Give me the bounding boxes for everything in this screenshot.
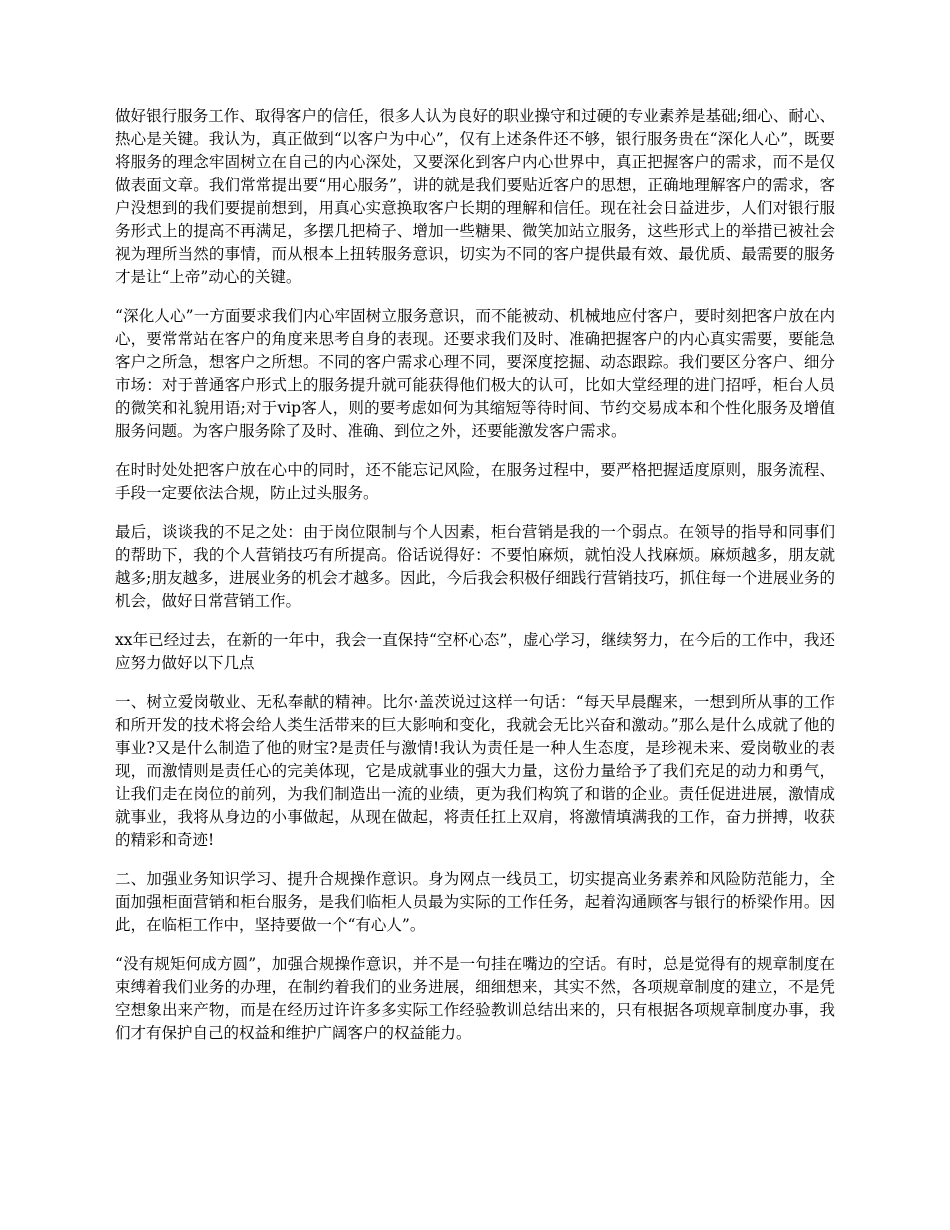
paragraph-7: 二、加强业务知识学习、提升合规操作意识。身为网点一线员工，切实提高业务素养和风险防范能力，全面加强柜面营销和柜台服务，是我们临柜人员最为实际的工作任务，起着沟通顾客与银行的桥梁作用。因此，在临柜工作中，坚持要做一个“有心人”。	[115, 870, 835, 934]
paragraph-1: 做好银行服务工作、取得客户的信任，很多人认为良好的职业操守和过硬的专业素养是基础;细心、耐心、热心是关键。我认为，真正做到“以客户为中心”，仅有上述条件还不够，银行服务贵在“深化人心”，既要将服务的理念牢固树立在自己的内心深处，又要深化到客户内心世界中，真正把握客户的需求，而不是仅做表面文章。我们常常提出要“用心服务”，讲的就是我们要贴近客户的思想，正确地理解客户的需求，客户没想到的我们要提前想到，用真心实意换取客户长期的理解和信任。现在社会日益进步，人们对银行服务形式上的提高不再满足，多摆几把椅子、增加一些糖果、微笑加站立服务，这些形式上的举措已被社会视为理所当然的事情，而从根本上扭转服务意识，切实为不同的客户提供最有效、最优质、最需要的服务才是让“上帝”动心的关键。	[115, 107, 835, 286]
paragraph-3: 在时时处处把客户放在心中的同时，还不能忘记风险，在服务过程中，要严格把握适度原则，服务流程、手段一定要依法合规，防止过头服务。	[115, 461, 835, 502]
paragraph-5: xx年已经过去，在新的一年中，我会一直保持“空杯心态”，虚心学习，继续努力，在今后的工作中，我还应努力做好以下几点	[115, 631, 835, 672]
paragraph-2: “深化人心”一方面要求我们内心牢固树立服务意识，而不能被动、机械地应付客户，要时刻把客户放在内心，要常常站在客户的角度来思考自身的表现。还要求我们及时、准确把握客户的内心真实需要，要能急客户之所急，想客户之所想。不同的客户需求心理不同，要深度挖掘、动态跟踪。我们要区分客户、细分市场：对于普通客户形式上的服务提升就可能获得他们极大的认可，比如大堂经理的进门招呼，柜台人员的微笑和礼貌用语;对于vip客人，则的要考虑如何为其缩短等待时间、节约交易成本和个性化服务及增值服务问题。为客户服务除了及时、准确、到位之外，还要能激发客户需求。	[115, 307, 835, 440]
paragraph-6: 一、树立爱岗敬业、无私奉献的精神。比尔·盖茨说过这样一句话：“每天早晨醒来，一想到所从事的工作和所开发的技术将会给人类生活带来的巨大影响和变化，我就会无比兴奋和激动。”那么是什么成就了他的事业?又是什么制造了他的财宝?是责任与激情!我认为责任是一种人生态度，是珍视未来、爱岗敬业的表现，而激情则是责任心的完美体现，它是成就事业的强大力量，这份力量给予了我们充足的动力和勇气，让我们走在岗位的前列，为我们制造出一流的业绩，更为我们构筑了和谐的企业。责任促进进展，激情成就事业，我将从身边的小事做起，从现在做起，将责任扛上双肩，将激情填满我的工作，奋力拼搏，收获的精彩和奇迹!	[115, 693, 835, 849]
paragraph-4: 最后，谈谈我的不足之处：由于岗位限制与个人因素，柜台营销是我的一个弱点。在领导的指导和同事们的帮助下，我的个人营销技巧有所提高。俗话说得好：不要怕麻烦，就怕没人找麻烦。麻烦越多，朋友就越多;朋友越多，进展业务的机会才越多。因此，今后我会积极仔细践行营销技巧，抓住每一个进展业务的机会，做好日常营销工作。	[115, 523, 835, 610]
document-body	[115, 105, 835, 1045]
paragraph-8: “没有规矩何成方圆”，加强合规操作意识，并不是一句挂在嘴边的空话。有时，总是觉得有的规章制度在束缚着我们业务的办理，在制约着我们的业务进展，细细想来，其实不然，各项规章制度的建立，不是凭空想象出来产物，而是在经历过许许多多实际工作经验教训总结出来的，只有根据各项规章制度办事，我们才有保护自己的权益和维护广阔客户的权益能力。	[115, 955, 835, 1042]
